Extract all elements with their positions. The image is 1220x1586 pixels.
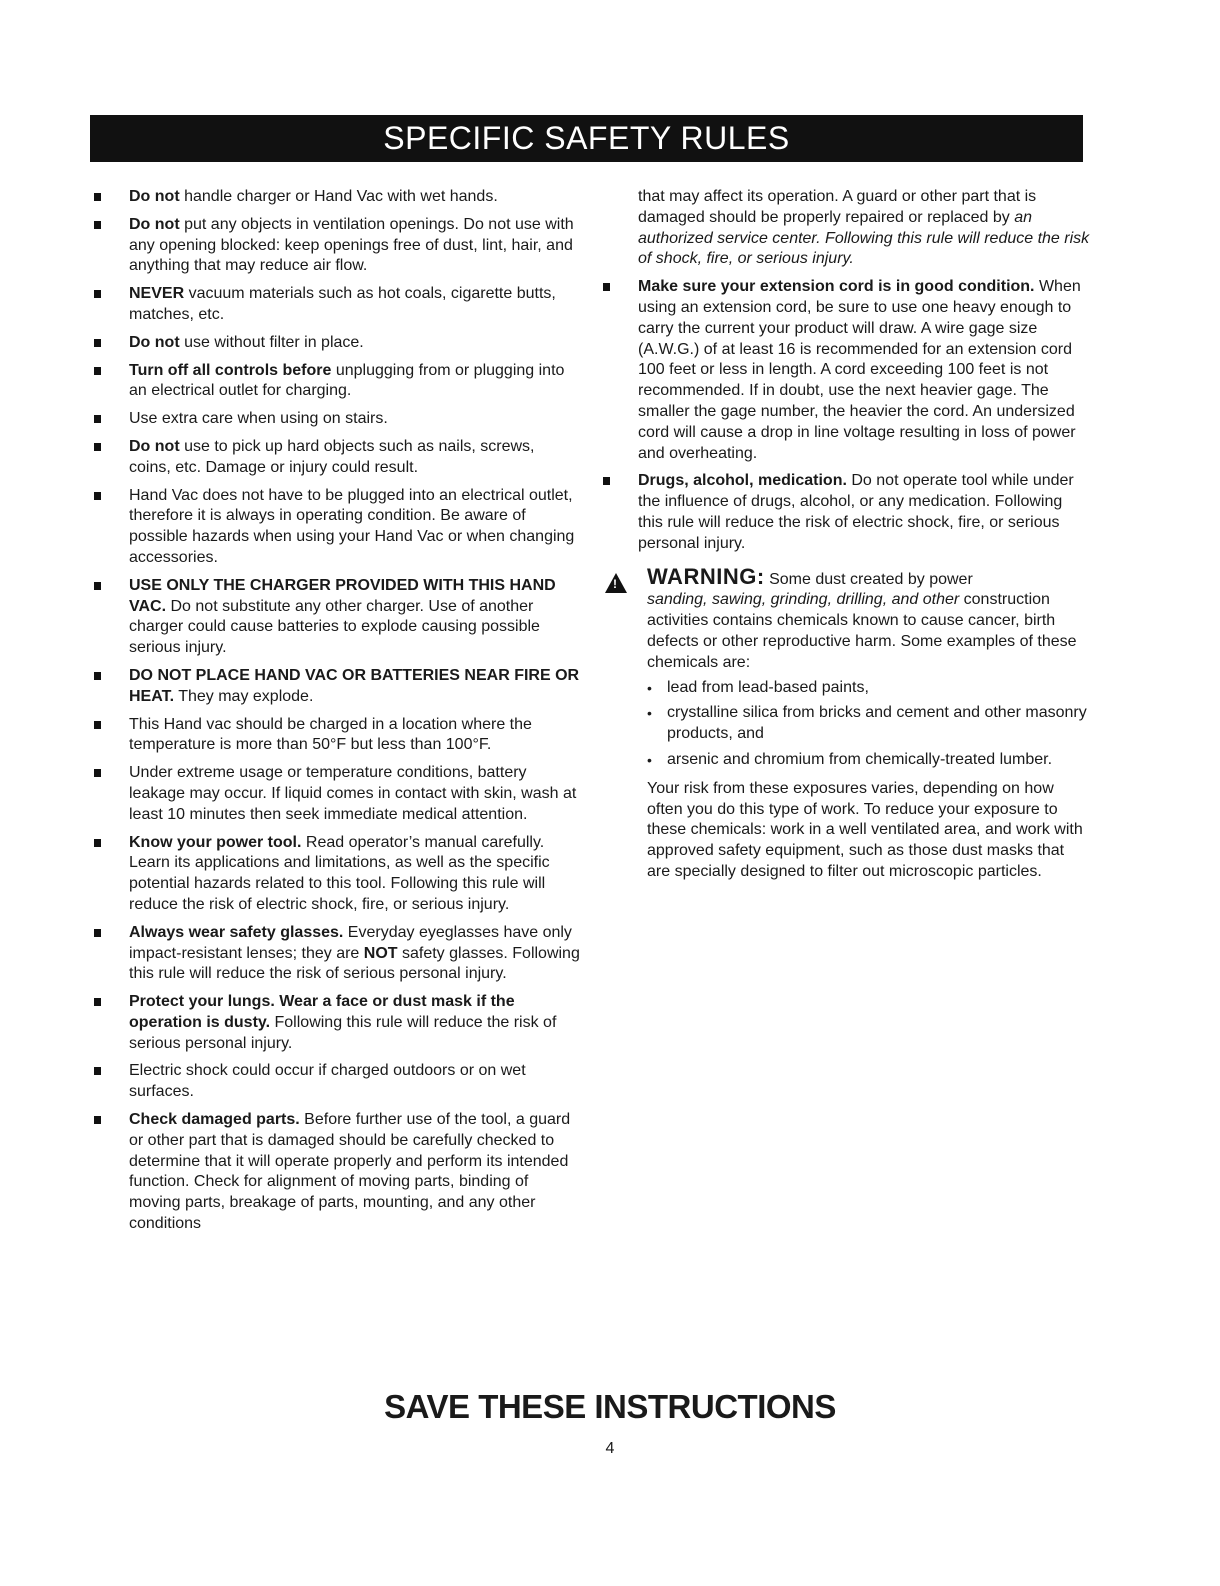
rule-item: Make sure your extension cord is in good condition. When using an extension cord, be sure to use one heavy enough to carry the current your product will draw. A wire gage size (A.W.G.) of at least 16 is recommended for an extension cord 100 feet or less in length. A cord exceeding 100 feet is not recommended. If in doubt, use the next heavier gage. The smaller the gage number, the heavier the cord. An undersized cord will cause a drop in line voltage resulting in loss of power and overheating. — [603, 277, 1091, 464]
warning-word: WARNING: — [647, 563, 765, 589]
rule-item: Use extra care when using on stairs. — [94, 409, 580, 430]
rule-item: Turn off all controls before unplugging from or plugging into an electrical outlet for charging. — [94, 361, 580, 403]
right-column — [603, 187, 1091, 883]
warning-heading: WARNING: Some dust created by power — [647, 563, 973, 589]
rule-item: Drugs, alcohol, medication. Do not operate tool while under the influence of drugs, alcohol, or any medication. Following this rule will reduce the risk of electric shock, fire, or serious personal injury. — [603, 471, 1091, 554]
warning-block — [603, 563, 1091, 883]
save-instructions-heading: SAVE THESE INSTRUCTIONS — [384, 1388, 836, 1425]
warning-triangle-icon: ! — [605, 573, 627, 593]
list-item: • crystalline silica from bricks and cement and other masonry products, and — [647, 703, 1091, 745]
warning-closing: Your risk from these exposures varies, depending on how often you do this type of work. To reduce your exposure to these chemicals: work in a well ventilated area, and work with approved safety equipment, such as those dust masks that are specially designed to filter out microscopic particles. — [647, 779, 1083, 880]
rule-continuation: that may affect its operation. A guard or other part that is damaged should be properly repaired or replaced by an authorized service center. Following this rule will reduce the risk of shock, fire, or serious injury. — [638, 188, 1090, 268]
rule-item: This Hand vac should be charged in a location where the temperature is more than 50°F but less than 100°F. — [94, 715, 580, 757]
rule-item: Do not handle charger or Hand Vac with wet hands. — [94, 187, 580, 208]
list-item: • lead from lead-based paints, — [647, 678, 1091, 699]
rule-item: Know your power tool. Read operator’s manual carefully. Learn its applications and limitations, as well as the specific potential hazards related to this tool. Following this rule will reduce the risk of electric shock, fire, or serious injury. — [94, 833, 580, 916]
rule-item: Under extreme usage or temperature conditions, battery leakage may occur. If liquid comes in contact with skin, wash at least 10 minutes then seek immediate medical attention. — [94, 763, 580, 825]
rule-item: DO NOT PLACE HAND VAC OR BATTERIES NEAR FIRE OR HEAT. They may explode. — [94, 666, 580, 708]
rule-item: Hand Vac does not have to be plugged into an electrical outlet, therefore it is always in operating condition. Be aware of possible hazards when using your Hand Vac or when changing accessories. — [94, 486, 580, 569]
rule-item: Do not use to pick up hard objects such as nails, screws, coins, etc. Damage or injury could result. — [94, 437, 580, 479]
rule-item: NEVER vacuum materials such as hot coals, cigarette butts, matches, etc. — [94, 284, 580, 326]
page-number: 4 — [605, 1440, 615, 1457]
rule-item: USE ONLY THE CHARGER PROVIDED WITH THIS HAND VAC. Do not substitute any other charger. Use of another charger could cause batteries to explode causing possible serious injury. — [94, 576, 580, 659]
rule-item: Protect your lungs. Wear a face or dust mask if the operation is dusty. Following this rule will reduce the risk of serious personal injury. — [94, 992, 580, 1054]
rule-item: Do not use without filter in place. — [94, 333, 580, 354]
rule-item: Check damaged parts. Before further use of the tool, a guard or other part that is damaged should be carefully checked to determine that it will operate properly and perform its intended function. Check for alignment of moving parts, binding of moving parts, breakage of parts, mounting, and any other conditions — [94, 1110, 580, 1235]
rule-item: Do not put any objects in ventilation openings. Do not use with any opening blocked: keep openings free of dust, lint, hair, and anything that may reduce air flow. — [94, 215, 580, 277]
rule-item: Electric shock could occur if charged outdoors or on wet surfaces. — [94, 1061, 580, 1103]
list-item: • arsenic and chromium from chemically-treated lumber. — [647, 750, 1091, 771]
left-column — [94, 187, 580, 1242]
chemicals-list — [647, 678, 1091, 771]
section-banner: SPECIFIC SAFETY RULES — [90, 115, 1083, 162]
rule-item: Always wear safety glasses. Everyday eyeglasses have only impact-resistant lenses; they are NOT safety glasses. Following this rule will reduce the risk of serious personal injury. — [94, 923, 580, 985]
warning-intro: sanding, sawing, grinding, drilling, and other construction activities contains chemicals known to cause cancer, birth defects or other reproductive harm. Some examples of these chemicals are: — [647, 591, 1077, 671]
